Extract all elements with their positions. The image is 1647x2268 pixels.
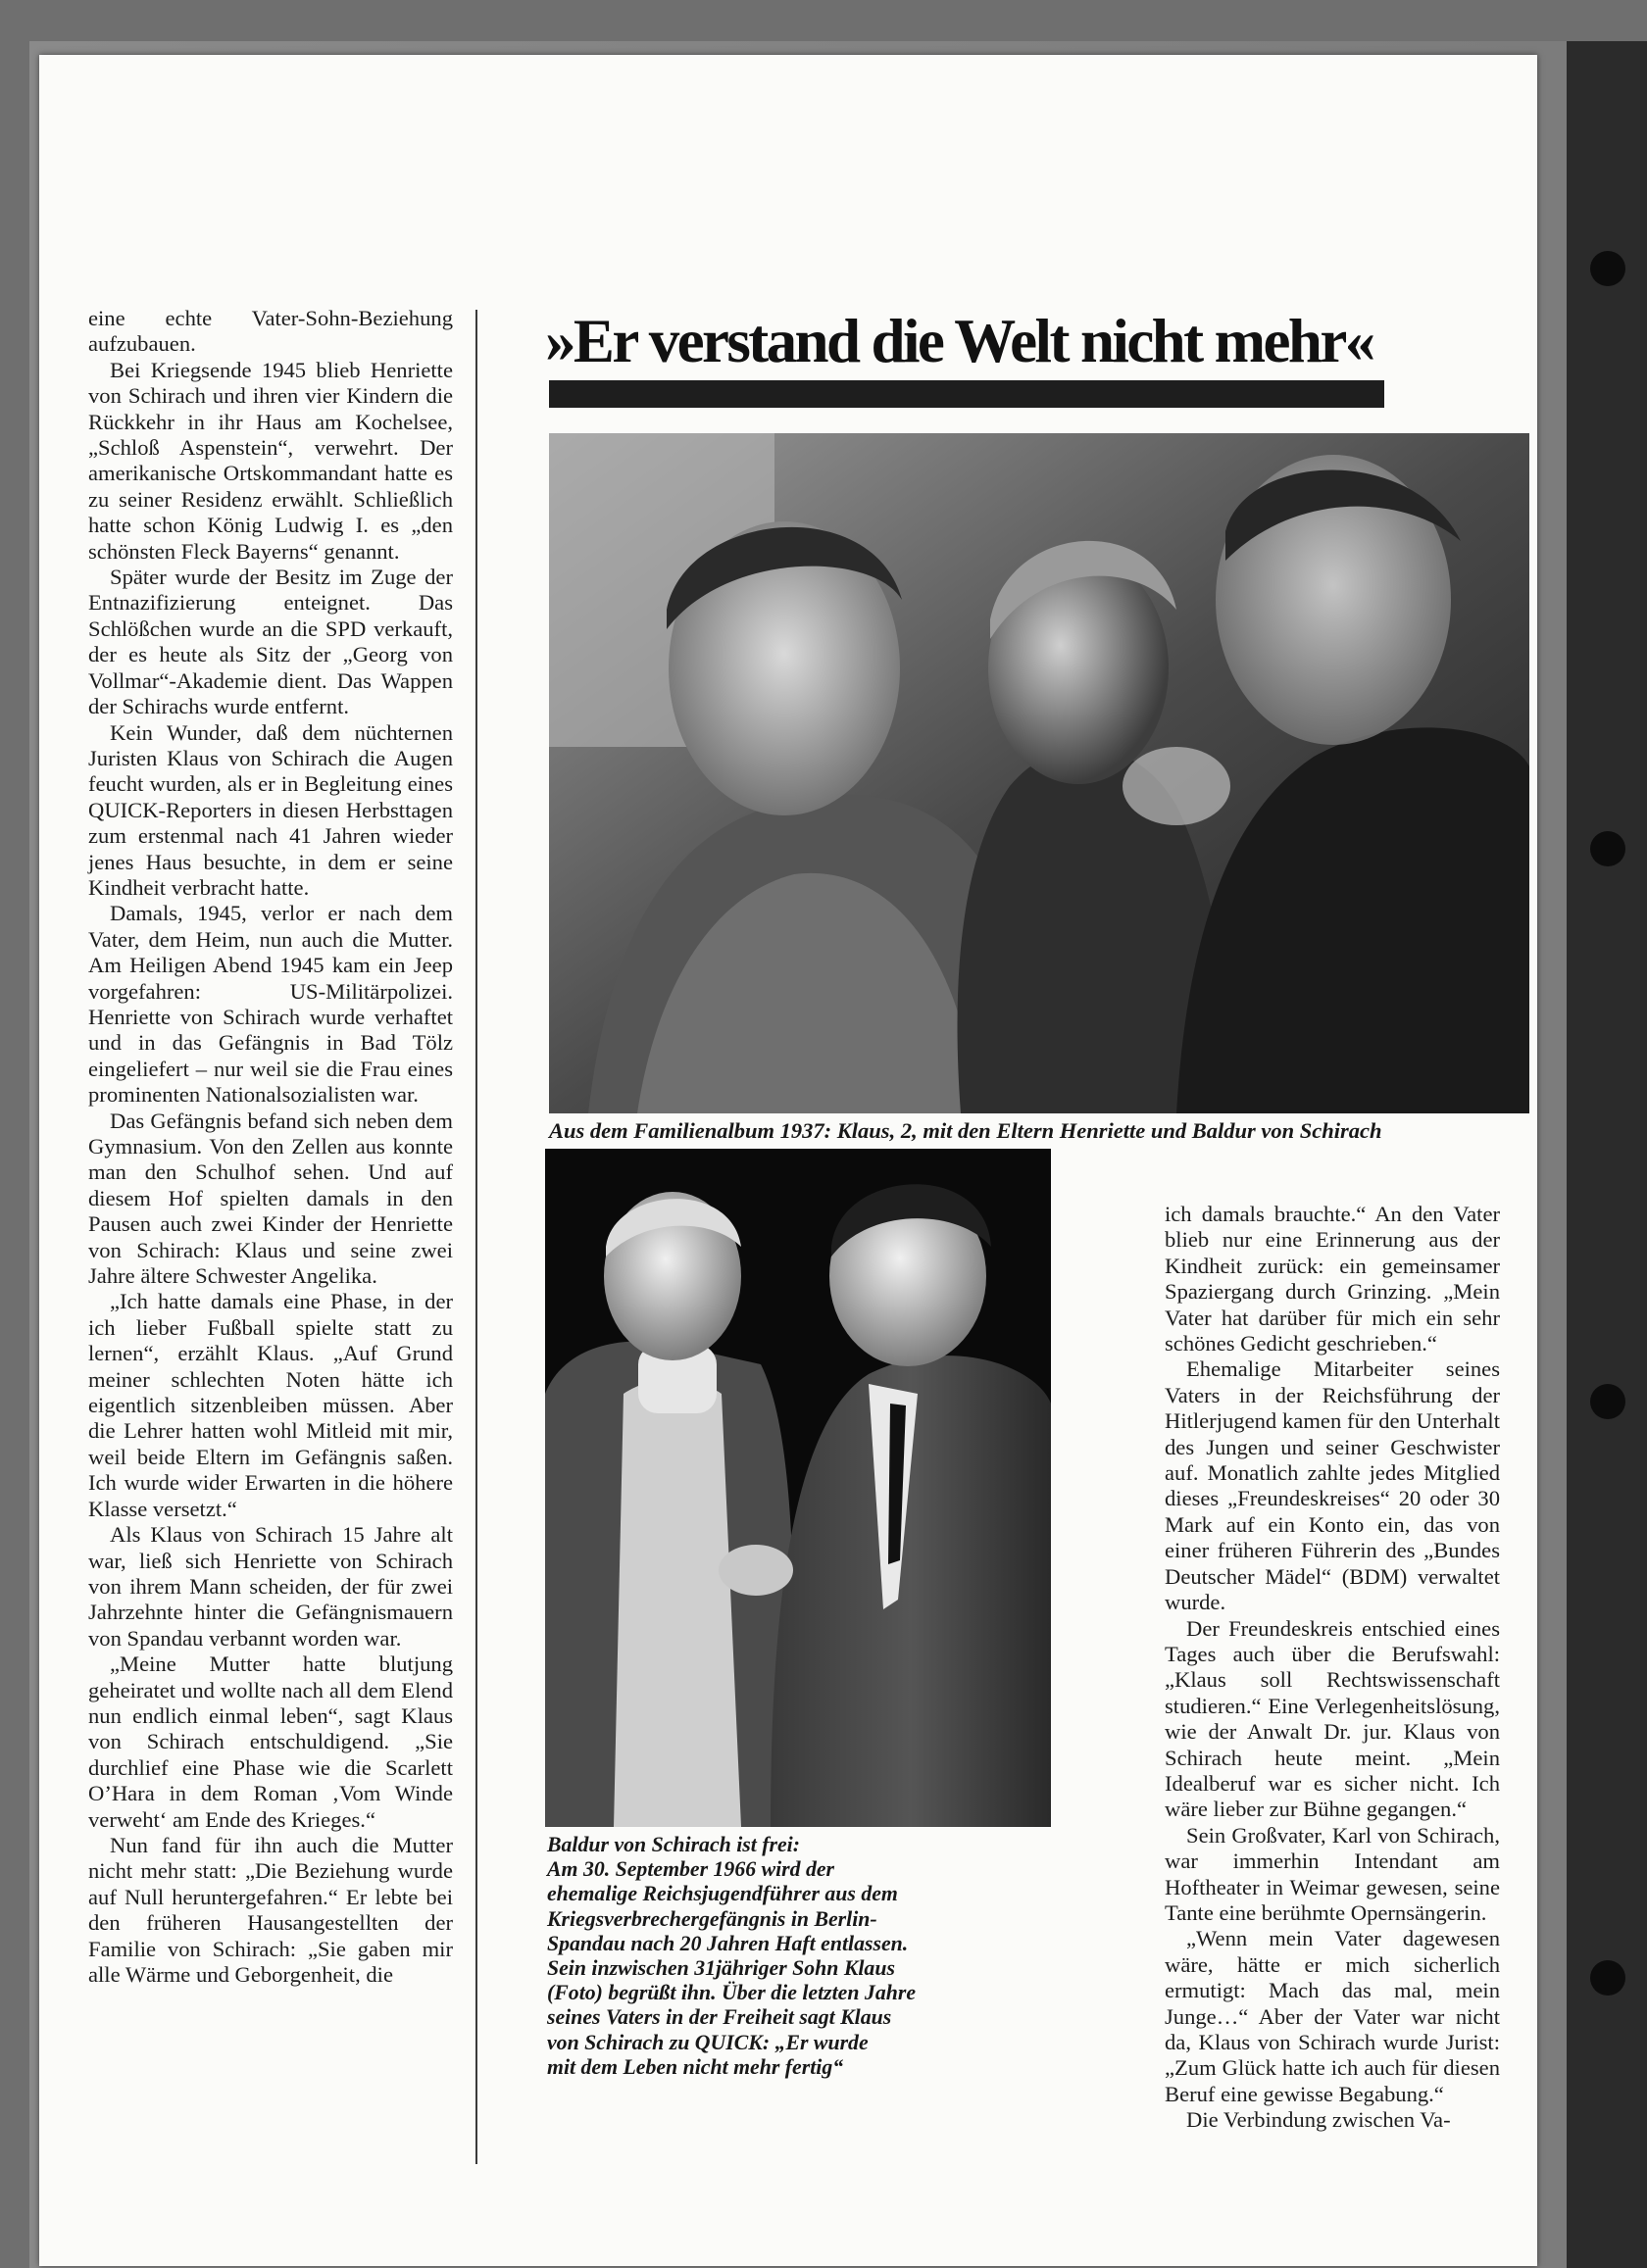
caption-line: mit dem Leben nicht mehr fertig“ (547, 2054, 844, 2079)
paragraph: Später wurde der Besitz im Zuge der Entnazifizierung enteignet. Das Schlößchen wurde an die SPD verkauft, der es heute als Sitz der „Georg von Vollmar“-Akademie dient. Das Wappen der Schirachs wurde entfernt. (88, 565, 453, 719)
article-column-right (1165, 1202, 1500, 2134)
caption-line: ehemalige Reichsjugendführer aus dem (547, 1882, 898, 1906)
photo-caption-bottom (547, 1833, 1037, 2080)
punch-hole (1590, 831, 1625, 866)
paragraph: „Ich hatte damals eine Phase, in der ich lieber Fußball spielte statt zu lernen“, erzählt Klaus. „Auf Grund meiner schlechten Noten hätte ich eigentlich sitzenbleiben müssen. Aber die Lehrer hatten wohl Mitleid mit mir, weil beide Eltern im Gefängnis saßen. Ich wurde wider Erwarten in die höhere Klasse versetzt.“ (88, 1289, 453, 1521)
caption-line: Sein inzwischen 31jähriger Sohn Klaus (547, 1956, 895, 1981)
punch-hole (1590, 1384, 1625, 1419)
paragraph: ich damals brauchte.“ An den Vater blieb nur eine Erinnerung aus der Kindheit zurück: ein gemeinsamer Spaziergang durch Grinzing. „Mein Vater hat darüber für mich ein sehr schönes Gedicht geschrieben.“ (1165, 1202, 1500, 1356)
caption-line: von Schirach zu QUICK: „Er wurde (547, 2030, 869, 2054)
paragraph: Nun fand für ihn auch die Mutter nicht mehr statt: „Die Beziehung wurde auf Null heruntergefahren.“ Er lebte bei den früheren Hausangestellten der Familie von Schirach: „Sie gaben mir alle Wärme und Geborgenheit, die (88, 1832, 453, 1987)
paragraph: Die Verbindung zwischen Va- (1186, 2107, 1451, 2133)
paragraph: Ehemalige Mitarbeiter seines Vaters in der Reichsführung der Hitlerjugend kamen für den Unterhalt des Jungen und seiner Geschwister auf. Monatlich zahlte jedes Mitglied dieses „Freundeskreises“ 20 oder 30 Mark auf ein Konto ein, das von einer früheren Führerin des „Bundes Deutscher Mädel“ (BDM) verwaltet wurde. (1165, 1356, 1500, 1615)
caption-line: (Foto) begrüßt ihn. Über die letzten Jahre (547, 1981, 917, 2005)
paragraph: Damals, 1945, verlor er nach dem Vater, dem Heim, nun auch die Mutter. Am Heiligen Abend 1945 kam ein Jeep vorgefahren: US-Militärpolizei. Henriette von Schirach wurde verhaftet und in das Gefängnis in Bad Tölz eingeliefert – nur weil sie die Frau eines prominenten Nationalsozialisten war. (88, 901, 453, 1108)
caption-line: Am 30. September 1966 wird der (547, 1857, 835, 1882)
caption-line: Spandau nach 20 Jahren Haft entlassen. (547, 1931, 909, 1955)
paragraph: Sein Großvater, Karl von Schirach, war immerhin Intendant am Hoftheater in Weimar gewesen, seine Tante eine berühmte Opernsängerin. (1165, 1822, 1500, 1925)
caption-line: Kriegsverbrechergefängnis in Berlin- (547, 1906, 877, 1931)
paragraph: „Wenn mein Vater dagewesen wäre, hätte er mich sicherlich ermutigt: Mach das mal, mein Junge…“ Aber der Vater war nicht da, Klaus von Schirach wurde Jurist: „Zum Glück hatte ich auch für diesen Beruf eine gewisse Begabung.“ (1165, 1926, 1500, 2106)
paragraph: „Meine Mutter hatte blutjung geheiratet und wollte nach all dem Elend nun endlich einmal leben“, sagt Klaus von Schirach entschuldigend. „Sie durchlief eine Phase wie die Scarlett O’Hara in dem Roman ‚Vom Winde verweht‘ am Ende des Krieges.“ (88, 1652, 453, 1832)
article-headline: »Er verstand die Welt nicht mehr« (545, 307, 1373, 375)
release-photo-1966 (545, 1149, 1051, 1827)
column-divider (475, 310, 477, 2164)
paragraph: eine echte Vater-Sohn-Beziehung aufzubauen. (88, 306, 453, 357)
paragraph: Kein Wunder, daß dem nüchternen Juristen Klaus von Schirach die Augen feucht wurden, als er in Begleitung eines QUICK-Reporters in diesen Herbsttagen zum erstenmal nach 41 Jahren wieder jenes Haus besuchte, in dem er seine Kindheit verbracht hatte. (88, 719, 453, 900)
binder-edge (1567, 41, 1647, 2268)
paragraph: Als Klaus von Schirach 15 Jahre alt war, ließ sich Henriette von Schirach von ihrem Mann scheiden, der für zwei Jahrzehnte hinter die Gefängnismauern von Spandau verbannt worden war. (88, 1522, 453, 1651)
family-photo-1937 (549, 433, 1529, 1113)
punch-hole (1590, 251, 1625, 286)
paragraph: Das Gefängnis befand sich neben dem Gymnasium. Von den Zellen aus konnte man den Schulhof sehen. Und auf diesem Hof spielten damals in den Pausen auch zwei Kinder der Henriette von Schirach: Klaus und seine zwei Jahre ältere Schwester Angelika. (88, 1108, 453, 1289)
photo-caption-top: Aus dem Familienalbum 1937: Klaus, 2, mit den Eltern Henriette und Baldur von Schirach (549, 1118, 1382, 1143)
punch-hole (1590, 1960, 1625, 1996)
caption-line: Baldur von Schirach ist frei: (547, 1833, 800, 1856)
paragraph: Bei Kriegsende 1945 blieb Henriette von Schirach und ihren vier Kindern die Rückkehr in ihr Haus am Kochelsee, „Schloß Aspenstein“, verwehrt. Der amerikanische Ortskommandant hatte es zu seiner Residenz erwählt. Schließlich hatte schon König Ludwig I. es „den schönsten Fleck Bayerns“ genannt. (88, 357, 453, 564)
paragraph: Der Freundeskreis entschied eines Tages auch über die Berufswahl: „Klaus soll Rechtswissenschaft studieren.“ Eine Verlegenheitslösung, wie der Anwalt Dr. jur. Klaus von Schirach heute meint. „Mein Idealberuf war es sicher nicht. Ich wäre lieber zur Bühne gegangen.“ (1165, 1615, 1500, 1822)
headline-bar (549, 380, 1384, 408)
caption-line: seines Vaters in der Freiheit sagt Klaus (547, 2005, 892, 2030)
article-column-left (88, 306, 453, 1988)
